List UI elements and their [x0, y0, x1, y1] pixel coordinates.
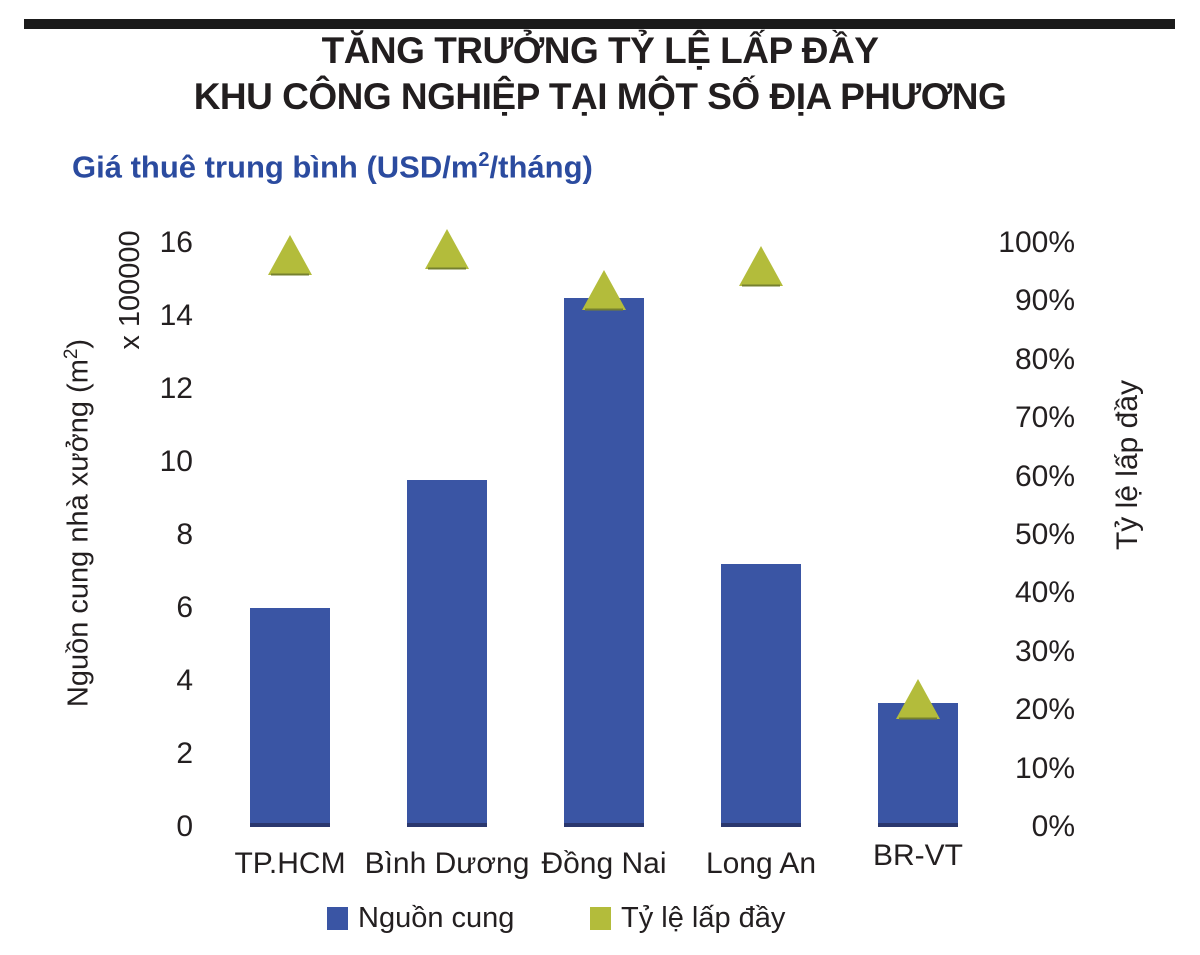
legend-swatch-t-l-l-p-y [590, 907, 611, 930]
legend-item-t-l-l-p-y [590, 903, 785, 933]
left-axis-tick-16: 16 [159, 226, 193, 259]
x-axis-label-tp-hcm: TP.HCM [234, 847, 346, 880]
left-axis-tick-8: 8 [176, 518, 193, 551]
chart-subtitle-text: Giá thuê trung bình (USD/m [72, 149, 479, 185]
left-axis-tick-4: 4 [176, 664, 193, 697]
x-axis-label-long-an: Long An [705, 847, 817, 880]
right-axis-tick-10%: 10% [1014, 751, 1075, 785]
x-axis-label-br-vt: BR-VT [873, 839, 963, 872]
right-axis-tick-100%: 100% [998, 226, 1075, 259]
left-axis-scale-note: x 100000 [114, 230, 146, 350]
right-axis-tick-50%: 50% [1014, 518, 1075, 551]
x-axis-label-b-nh-d-ng: Bình Dương [364, 847, 530, 880]
right-axis-tick-80%: 80% [1014, 342, 1075, 376]
chart-title-line2: KHU CÔNG NGHIỆP TẠI MỘT SỐ ĐỊA PHƯƠNG [193, 76, 1007, 117]
legend-label-ngu-n-cung: Nguồn cung [358, 902, 515, 934]
right-axis-tick-20%: 20% [1014, 693, 1075, 727]
chart-title-line1: TĂNG TRƯỞNG TỶ LỆ LẤP ĐẦY [321, 30, 879, 71]
legend-label-t-l-l-p-y: Tỷ lệ lấp đầy [621, 902, 786, 934]
left-axis-tick-0: 0 [176, 810, 193, 843]
chart-subtitle-suffix: /tháng) [489, 149, 593, 185]
left-axis-tick-6: 6 [176, 591, 193, 624]
left-axis-title-text: Nguồn cung nhà xưởng (m [62, 359, 95, 708]
right-axis-title: Tỷ lệ lấp đầy [1111, 379, 1144, 551]
right-axis-tick-0%: 0% [1031, 810, 1075, 843]
right-axis-tick-40%: 40% [1014, 576, 1075, 610]
left-axis-tick-14: 14 [159, 299, 193, 332]
legend-swatch-ngu-n-cung [327, 907, 348, 930]
right-axis-tick-60%: 60% [1014, 459, 1075, 493]
left-axis-title-suffix: ) [62, 338, 95, 349]
left-axis-title-superscript: 2 [61, 348, 82, 360]
right-axis-tick-70%: 70% [1014, 401, 1075, 435]
left-axis-tick-10: 10 [159, 445, 193, 478]
right-axis-tick-30%: 30% [1014, 634, 1075, 668]
right-axis-tick-90%: 90% [1014, 284, 1075, 318]
left-axis-tick-12: 12 [159, 372, 193, 405]
x-axis-label-ng-nai: Đồng Nai [541, 847, 667, 880]
chart-subtitle-superscript: 2 [478, 149, 490, 171]
left-axis-tick-2: 2 [176, 737, 193, 770]
legend-item-ngu-n-cung [327, 903, 514, 933]
